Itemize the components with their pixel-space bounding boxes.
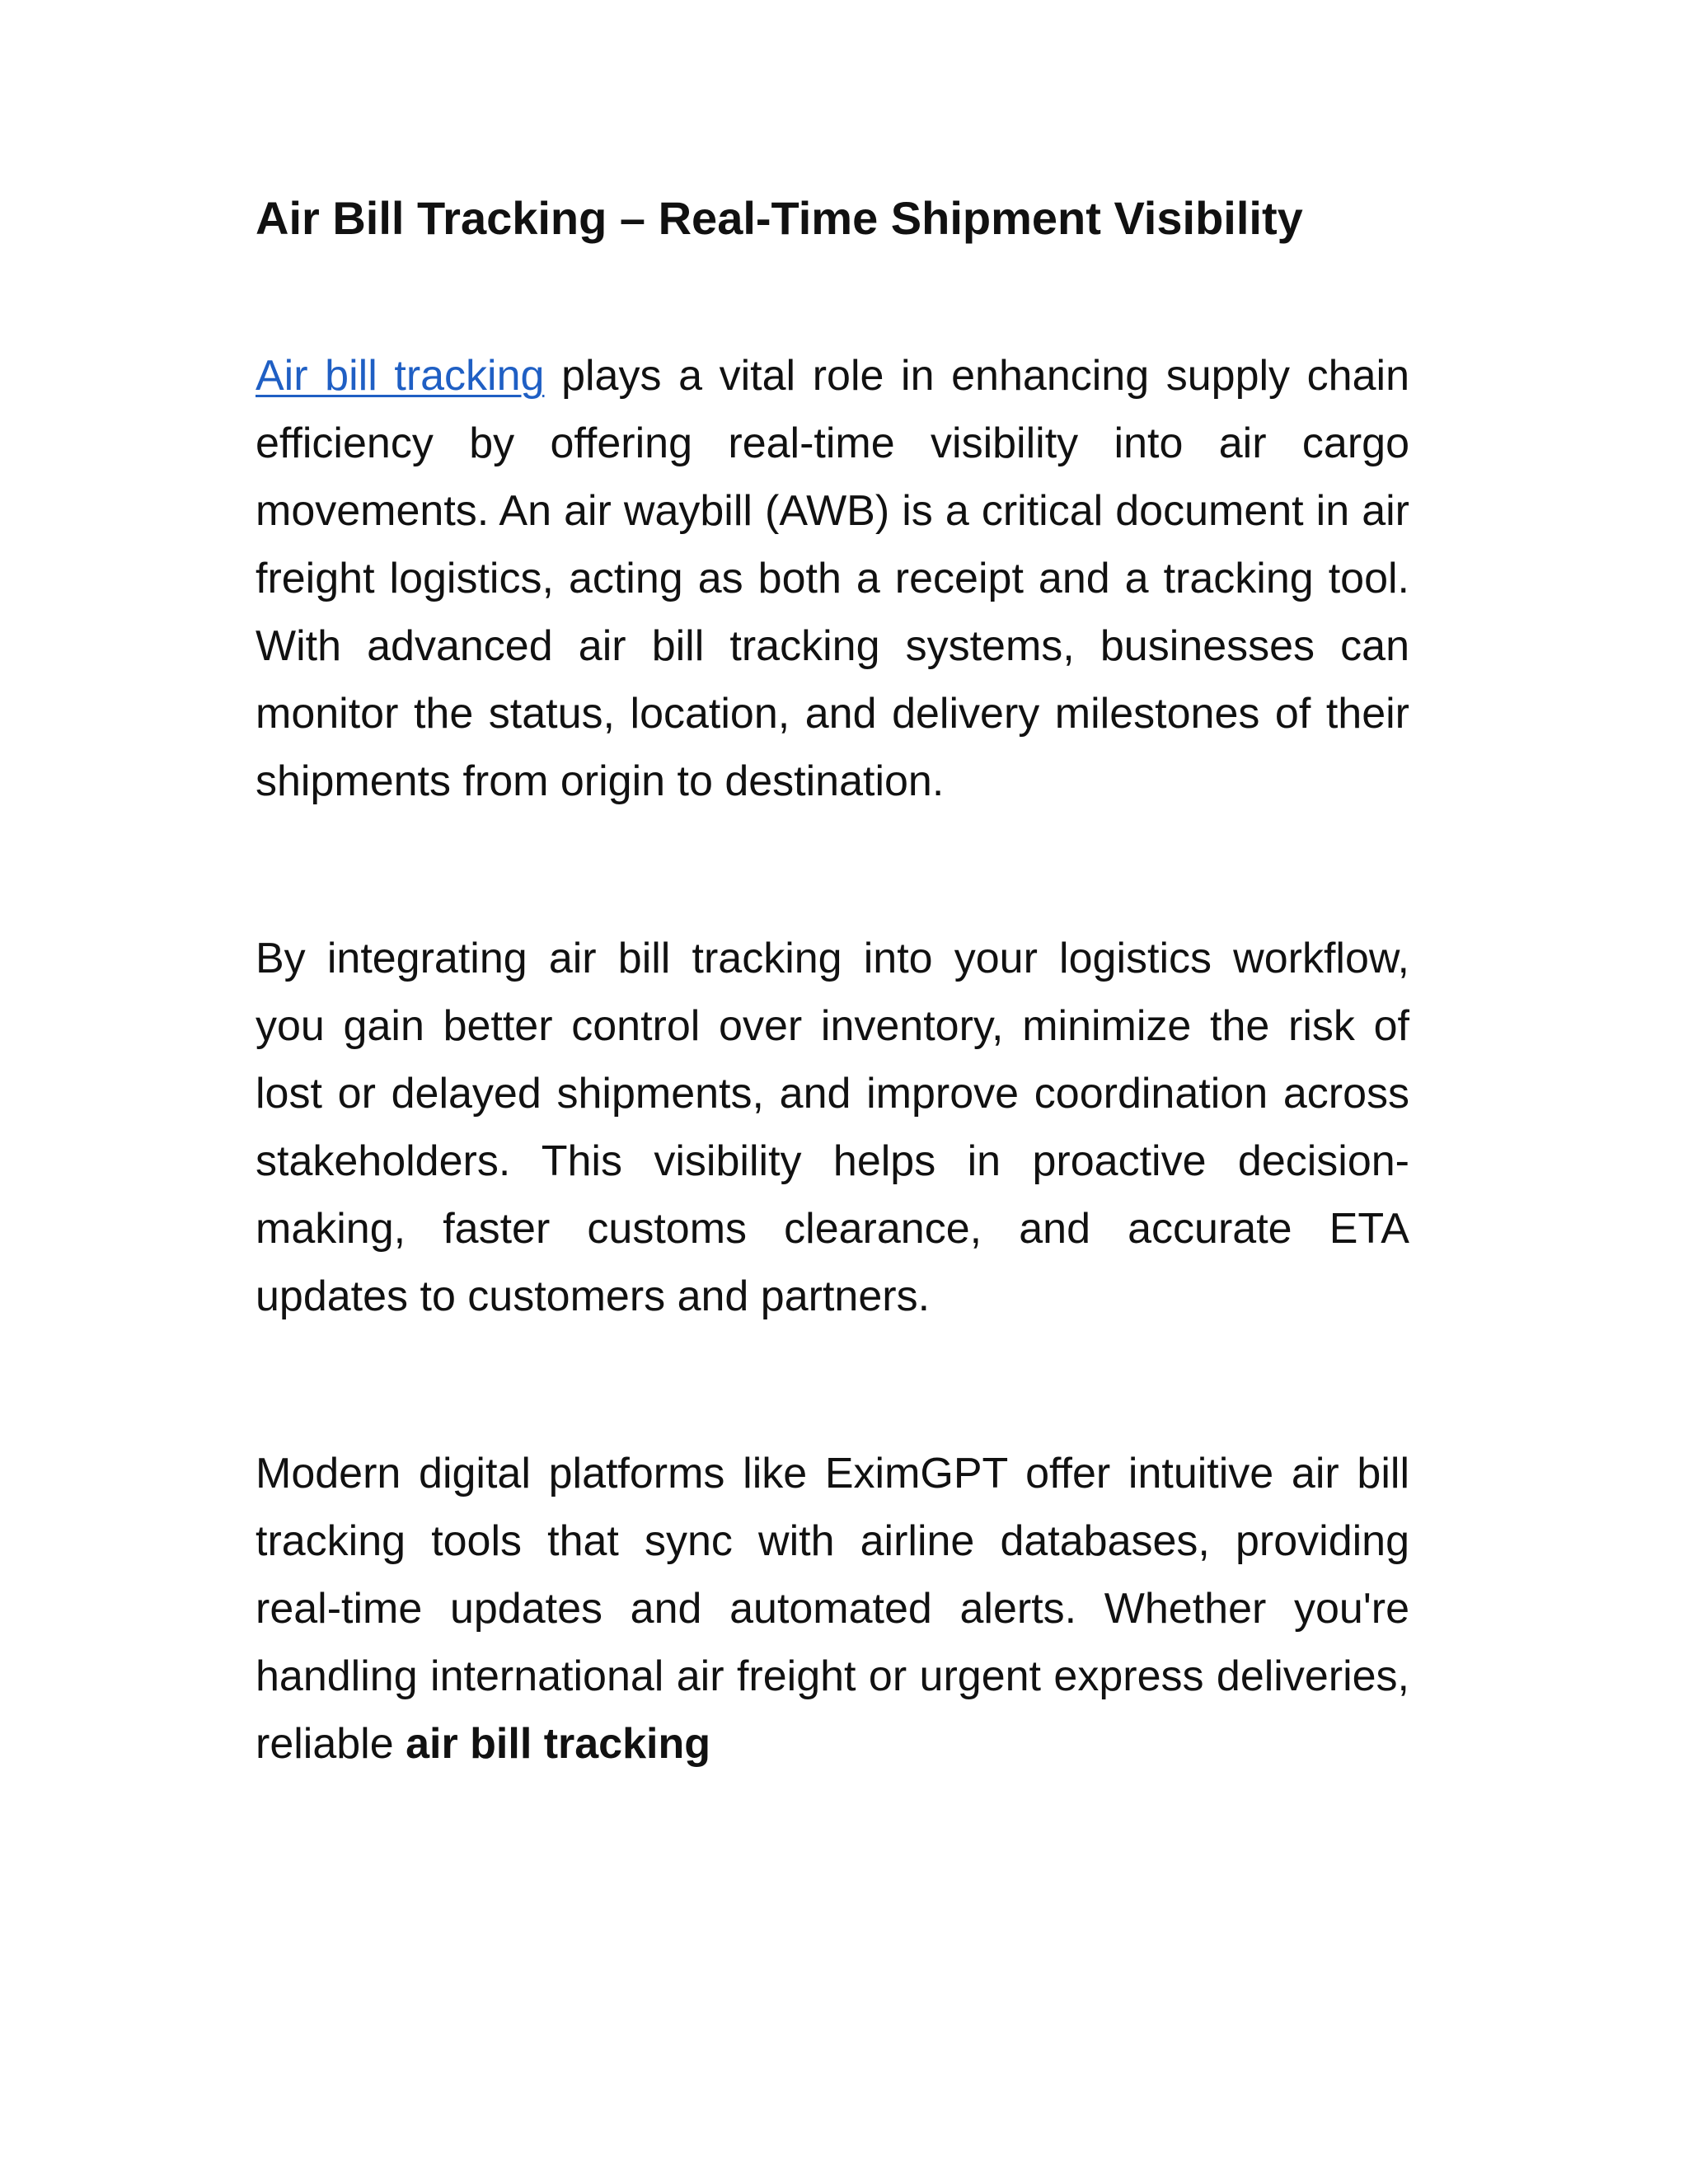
document-content: [256, 185, 1409, 1887]
document-title: Air Bill Tracking – Real-Time Shipment Visibility: [256, 192, 1303, 244]
paragraph-1: [256, 342, 1409, 815]
paragraph-3-bold-text: air bill tracking: [406, 1720, 710, 1768]
air-bill-tracking-link[interactable]: Air bill tracking: [256, 352, 545, 400]
paragraph-3: [256, 1440, 1409, 1778]
paragraph-1-text: plays a vital role in enhancing supply chain efficiency by offering real-time visibility into air cargo movements. An air waybill (AWB) is a critical document in air freight logistics, acting as both a receipt and a tracking tool. With advanced air bill tracking systems, businesses can monitor the status, location, and delivery milestones of their shipments from origin to destination.: [256, 352, 1409, 805]
paragraph-3-text: Modern digital platforms like EximGPT offer intuitive air bill tracking tools that sync with airline databases, providing real-time updates and automated alerts. Whether you're handling international air freight or urgent express deliveries, reliable: [256, 1450, 1409, 1768]
paragraph-2: [256, 925, 1409, 1330]
paragraph-2-text: By integrating air bill tracking into your logistics workflow, you gain better control over inventory, minimize the risk of lost or delayed shipments, and improve coordination across stakeholders. This visibility helps in proactive decision-making, faster customs clearance, and accurate ETA updates to customers and partners.: [256, 935, 1409, 1320]
